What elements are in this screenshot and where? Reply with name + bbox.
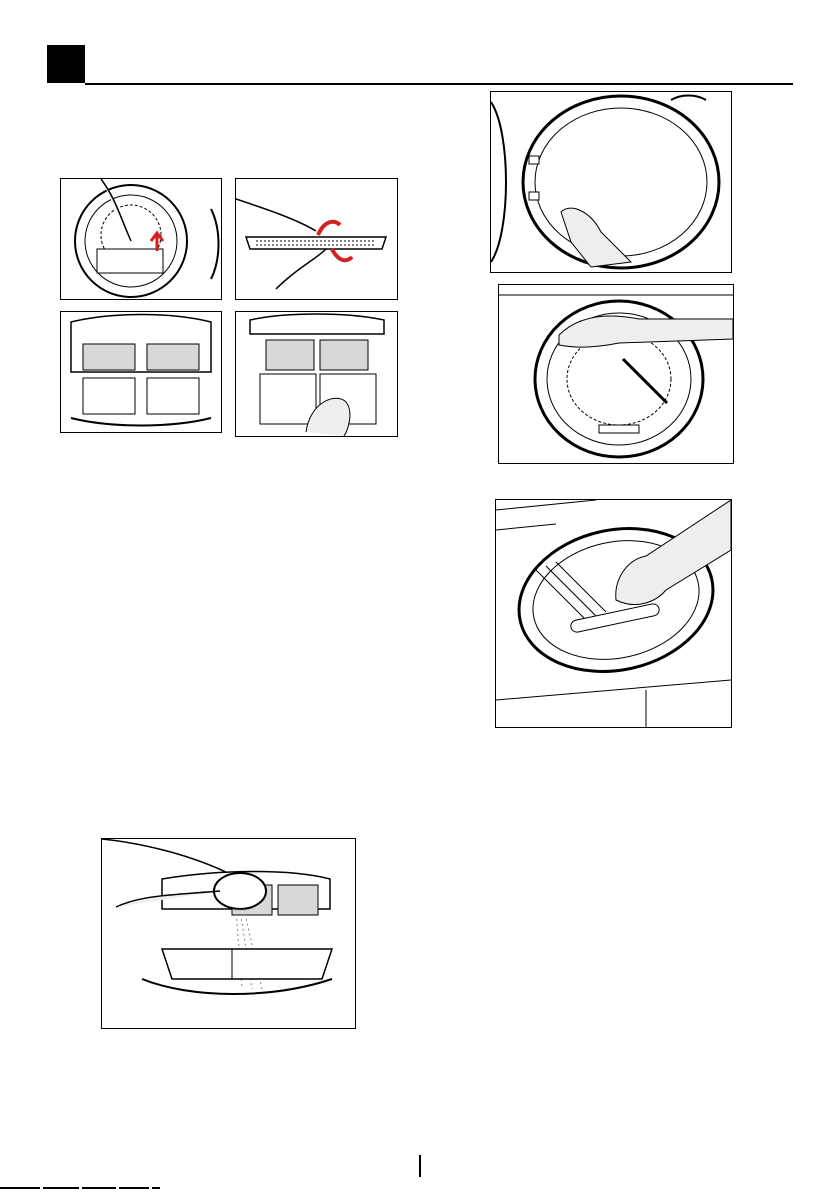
page-number-marker xyxy=(419,1155,421,1177)
filter-open-icon xyxy=(61,312,221,432)
filter-clean-icon xyxy=(236,312,397,436)
door-wipe-icon xyxy=(491,92,731,272)
filter-frame-icon xyxy=(236,179,397,299)
figure-open-filter xyxy=(60,311,222,433)
figure-remove-filter xyxy=(60,178,222,300)
bottom-print-strip xyxy=(0,1187,840,1190)
filter-rinse-icon xyxy=(102,839,355,1028)
sensor-clean-icon xyxy=(496,500,731,727)
figure-wipe-drum xyxy=(498,284,734,464)
drum-wipe-icon xyxy=(499,285,733,463)
figure-rinse-filter xyxy=(101,838,356,1029)
section-marker xyxy=(47,45,85,83)
figure-release-filter xyxy=(235,178,398,300)
figure-wipe-door xyxy=(490,91,732,273)
figure-clean-filter xyxy=(235,311,398,437)
figure-clean-sensors xyxy=(495,499,732,728)
dryer-drum-icon xyxy=(61,179,221,299)
header-rule xyxy=(85,83,793,85)
